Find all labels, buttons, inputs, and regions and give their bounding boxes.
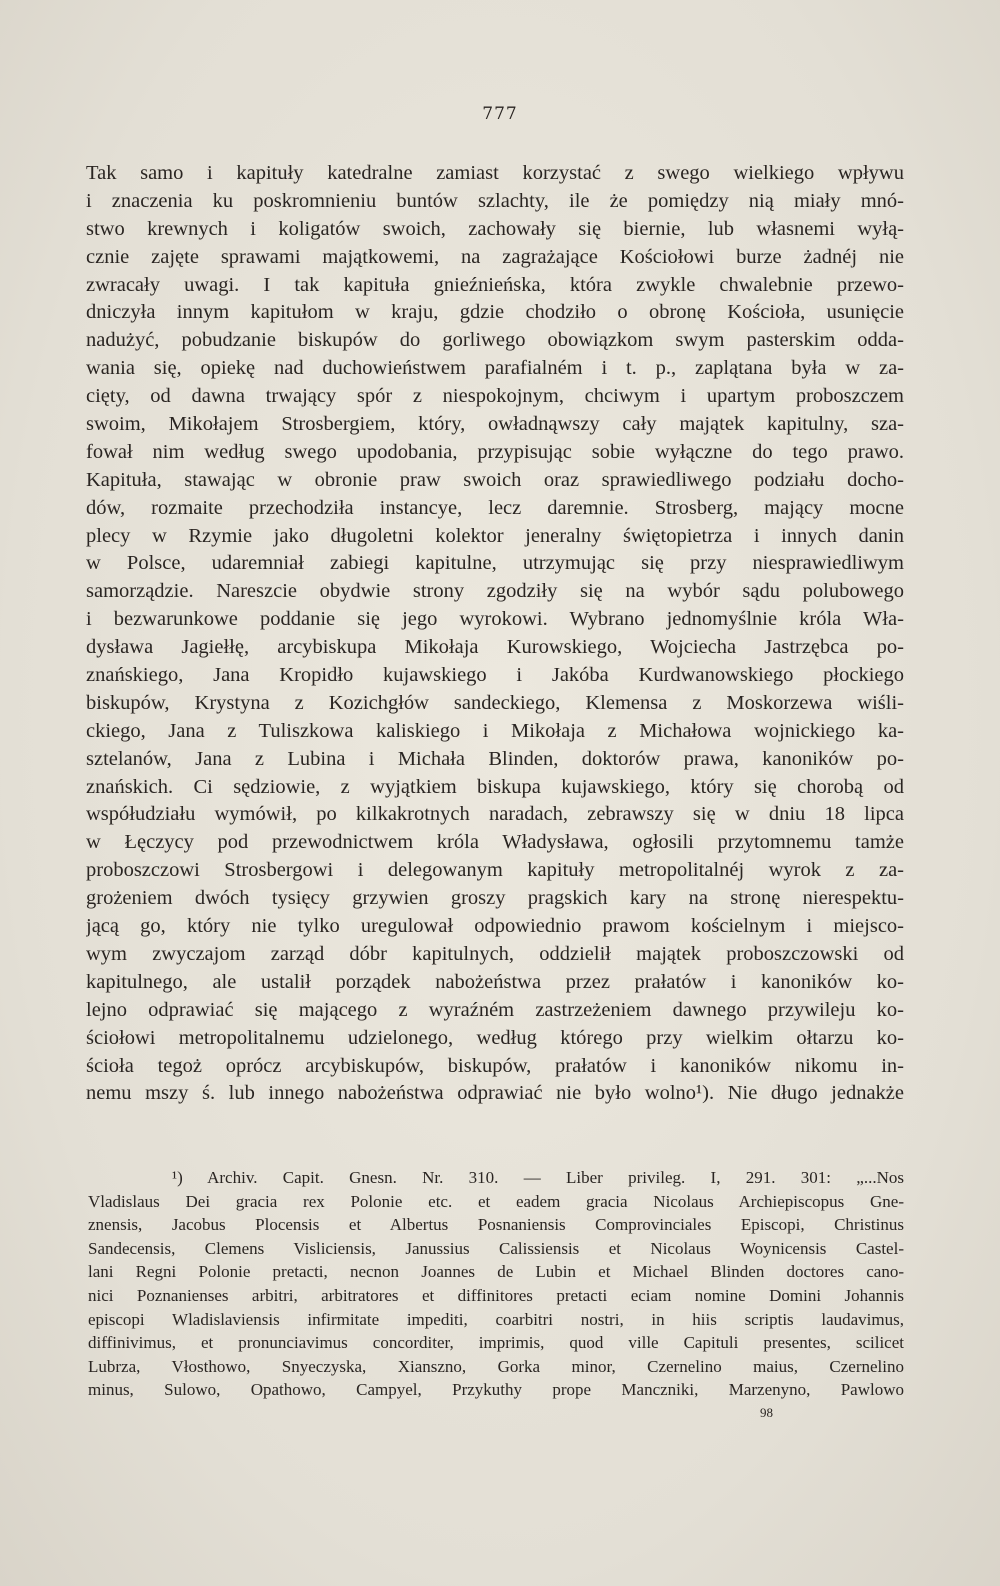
text-line: cznie zajęte sprawami majątkowemi, na zagrażające Kościołowi burze żadnéj nie	[86, 245, 904, 268]
text-line: biskupów, Krystyna z Kozichgłów sandeckiego, Klemensa z Moskorzewa wiśli-	[86, 691, 904, 714]
footnote-line: Sandecensis, Clemens Visliciensis, Janussius Calissiensis et Nicolaus Woynicensis Castel-	[88, 1238, 904, 1258]
text-line: swoim, Mikołajem Strosbergiem, który, owładnąwszy cały majątek kapitulny, sza-	[86, 413, 904, 436]
text-line: współudziału wymówił, po kilkakrotnych naradach, zebrawszy się w dniu 18 lipca	[86, 803, 904, 826]
text-line: w Łęczycy pod przewodnictwem króla Władysława, ogłosili przytomnemu tamże	[86, 831, 904, 854]
text-line: ściołowi metropolitalnemu udzielonego, według którego przy wielkim ołtarzu ko-	[86, 1026, 904, 1049]
text-line: w Polsce, udaremniał zabiegi kapitulne, utrzymując się przy niesprawiedliwym	[86, 552, 904, 575]
text-line: grożeniem dwóch tysięcy grzywien groszy pragskich kary na stronę nierespektu-	[86, 887, 904, 910]
text-line: plecy w Rzymie jako długoletni kolektor jeneralny świętopietrza i innych danin	[86, 524, 904, 547]
footnote-line: lani Regni Polonie pretacti, necnon Joannes de Lubin et Michael Blinden doctores cano-	[88, 1262, 904, 1282]
text-line: zwracały uwagi. I tak kapituła gnieźnieńska, która zwykle chwalebnie przewo-	[86, 273, 904, 296]
text-line: dniczyła innym kapitułom w kraju, gdzie chodziło o obronę Kościoła, usunięcie	[86, 301, 904, 324]
text-line: jącą go, który nie tylko uregulował odpowiednio prawom kościelnym i miejsco-	[86, 915, 904, 938]
footnote-line: diffinivimus, et pronunciavimus concorditer, imprimis, quod ville Capituli presentes, scilicet	[88, 1333, 904, 1353]
text-line: stwo krewnych i koligatów swoich, zachowały się biernie, lub własnemi wyłą-	[86, 217, 904, 240]
page-number: 777	[482, 104, 518, 124]
footnote-line: znensis, Jacobus Plocensis et Albertus Posnaniensis Comprovinciales Episcopi, Christinus	[88, 1215, 904, 1235]
text-line: Tak samo i kapituły katedralne zamiast korzystać z swego wielkiego wpływu	[86, 162, 904, 184]
text-line: lejno odprawiać się mającego z wyraźném zastrzeżeniem dawnego przywileju ko-	[86, 998, 904, 1021]
text-line: proboszczowi Strosbergowi i delegowanym kapituły metropolitalnéj wyrok z za-	[86, 859, 904, 882]
text-line: i bezwarunkowe poddanie się jego wyrokowi. Wybrano jednomyślnie króla Wła-	[86, 608, 904, 631]
text-line: i znaczenia ku poskromnieniu buntów szlachty, ile że pomiędzy nią miały mnó-	[86, 189, 904, 212]
footnote-block	[88, 1166, 904, 1402]
text-line: wym zwyczajom zarząd dóbr kapitulnych, oddzielił majątek proboszczowski od	[86, 942, 904, 965]
text-line: kapitulnego, ale ustalił porządek nabożeństwa przez prałatów i kanoników ko-	[86, 970, 904, 993]
text-line: znańskich. Ci sędziowie, z wyjątkiem biskupa kujawskiego, który się chorobą od	[86, 775, 904, 798]
text-line: nadużyć, pobudzanie biskupów do gorliwego obowiązkom swym pasterskim odda-	[86, 329, 904, 352]
text-line: nemu mszy ś. lub innego nabożeństwa odprawiać nie było wolno¹). Nie długo jednakże	[86, 1082, 904, 1105]
main-text-block	[86, 160, 904, 1108]
text-line: sztelanów, Jana z Lubina i Michała Blinden, doktorów prawa, kanoników po-	[86, 747, 904, 770]
text-line: ckiego, Jana z Tuliszkowa kaliskiego i Mikołaja z Michałowa wojnickiego ka-	[86, 719, 904, 742]
footnote-line: minus, Sulowo, Opathowo, Campyel, Przykuthy prope Manczniki, Marzenyno, Pawlowo	[88, 1380, 904, 1400]
footnote-line: Lubrza, Vłosthowo, Snyeczyska, Xianszno, Gorka minor, Czernelino maius, Czernelino	[88, 1356, 904, 1376]
footnote-line: episcopi Wladislaviensis infirmitate impediti, coarbitri nostri, in hiis scriptis laudavimus,	[88, 1309, 904, 1329]
text-line: wania się, opiekę nad duchowieństwem parafialném i t. p., zaplątana była w za-	[86, 357, 904, 380]
text-line: znańskiego, Jana Kropidło kujawskiego i Jakóba Kurdwanowskiego płockiego	[86, 664, 904, 687]
printer-signature-mark: 98	[760, 1405, 773, 1420]
footnote-line: ¹) Archiv. Capit. Gnesn. Nr. 310. — Liber privileg. I, 291. 301: „...Nos	[172, 1168, 904, 1187]
text-line: fował nim według swego upodobania, przypisując sobie wyłączne do tego prawo.	[86, 440, 904, 463]
text-line: Kapituła, stawając w obronie praw swoich oraz sprawiedliwego podziału docho-	[86, 468, 904, 491]
text-line: cięty, od dawna trwający spór z niespokojnym, chciwym i upartym proboszczem	[86, 385, 904, 408]
text-line: ścioła tegoż oprócz arcybiskupów, biskupów, prałatów i kanoników nikomu in-	[86, 1054, 904, 1077]
text-line: dysława Jagiełłę, arcybiskupa Mikołaja Kurowskiego, Wojciecha Jastrzębca po-	[86, 636, 904, 659]
footnote-line: Vladislaus Dei gracia rex Polonie etc. et eadem gracia Nicolaus Archiepiscopus Gne-	[88, 1191, 904, 1211]
text-line: samorządzie. Nareszcie obydwie strony zgodziły się na wybór sądu polubowego	[86, 580, 904, 603]
footnote-line: nici Poznanienses arbitri, arbitratores et diffinitores pretacti eciam nomine Domini Johannis	[88, 1285, 904, 1305]
text-line: dów, rozmaite przechodziła instancye, lecz daremnie. Strosberg, mający mocne	[86, 496, 904, 519]
